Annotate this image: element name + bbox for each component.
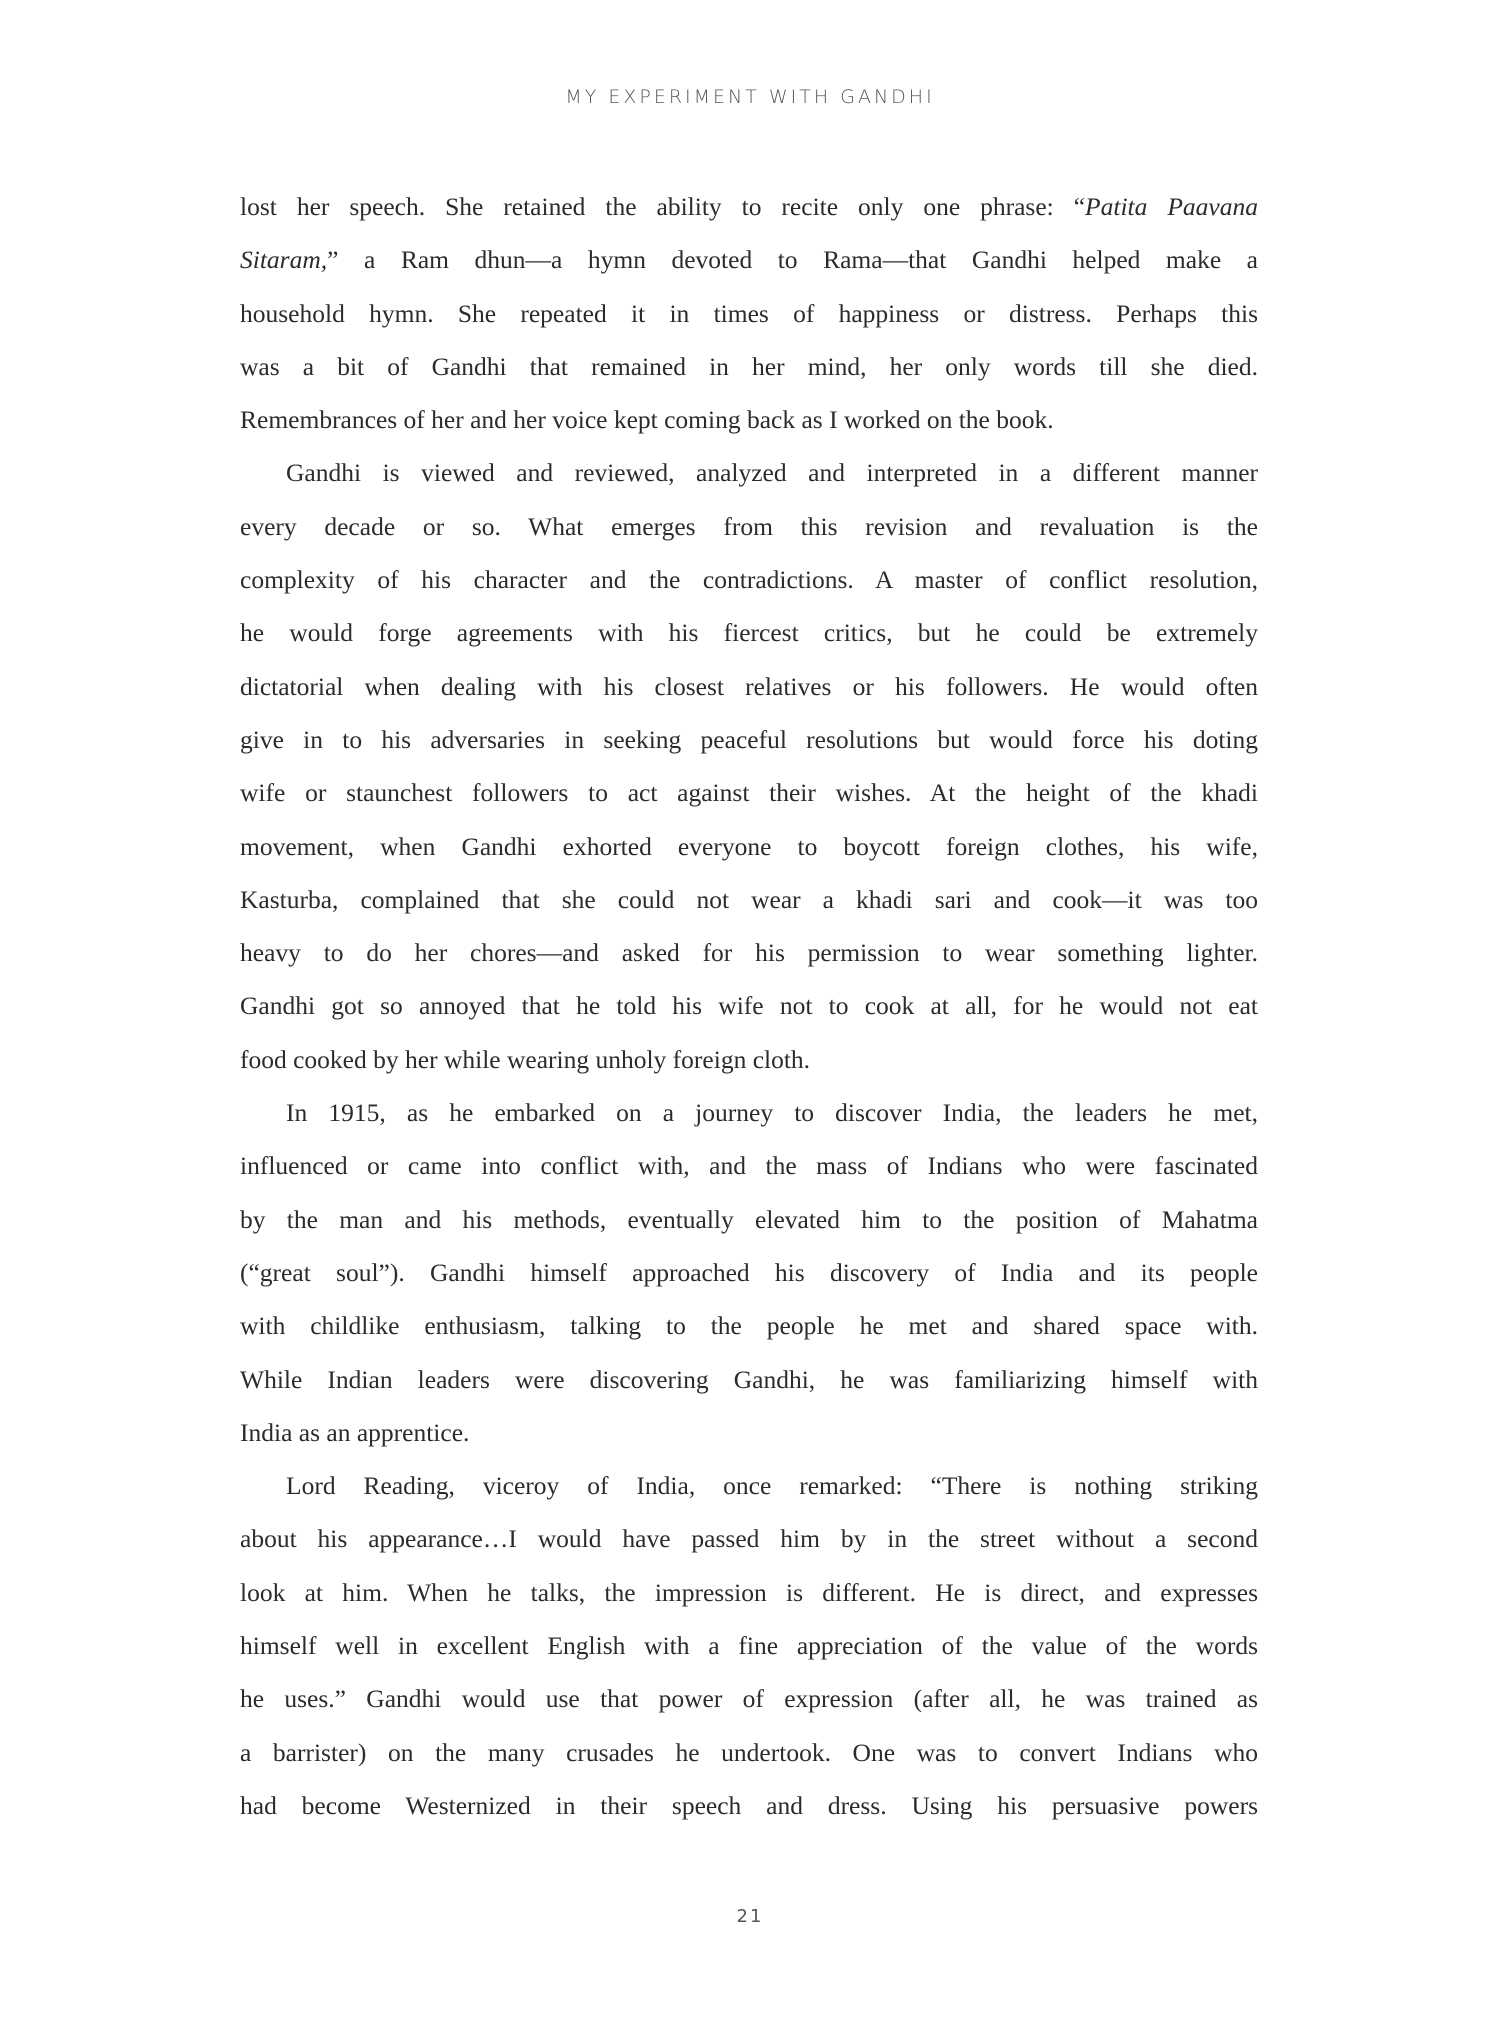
text-segment: by the man and his methods, eventually elevated him to the position of Mahatma (240, 1204, 1258, 1234)
text-segment: was a bit of Gandhi that remained in her mind, her only words till she died. (240, 351, 1258, 381)
text-segment: food cooked by her while wearing unholy foreign cloth. (240, 1044, 811, 1074)
text-segment: wife or staunchest followers to act against their wishes. At the height of the khadi (240, 778, 1258, 808)
text-line (240, 1779, 1258, 1832)
text-segment: Gandhi got so annoyed that he told his wife not to cook at all, for he would not eat (240, 991, 1258, 1021)
text-line (240, 926, 1258, 979)
text-line (240, 979, 1258, 1032)
text-line (240, 1459, 1258, 1512)
running-head: MY EXPERIMENT WITH GANDHI (565, 86, 935, 108)
page-number: 21 (736, 1906, 764, 1927)
text-segment: India as an apprentice. (240, 1417, 470, 1447)
text-segment: In 1915, as he embarked on a journey to discover India, the leaders he met, (286, 1098, 1258, 1128)
text-line (240, 1619, 1258, 1672)
text-line (240, 766, 1258, 819)
text-segment: with childlike enthusiasm, talking to the people he met and shared space with. (240, 1311, 1258, 1341)
text-segment: a barrister) on the many crusades he undertook. One was to convert Indians who (240, 1737, 1258, 1767)
text-line (240, 393, 1258, 446)
text-segment: Lord Reading, viceroy of India, once remarked: “There is nothing striking (286, 1471, 1258, 1501)
text-line (240, 606, 1258, 659)
text-segment: he would forge agreements with his fiercest critics, but he could be extremely (240, 618, 1258, 648)
text-segment: Kasturba, complained that she could not wear a khadi sari and cook—it was too (240, 884, 1258, 914)
text-segment: himself well in excellent English with a fine appreciation of the value of the words (240, 1631, 1258, 1661)
text-line (240, 1353, 1258, 1406)
italic-text: Patita Paavana (1085, 192, 1258, 221)
text-line (240, 340, 1258, 393)
text-segment: look at him. When he talks, the impression is different. He is direct, and expresses (240, 1577, 1258, 1607)
text-line (240, 1086, 1258, 1139)
text-line (240, 660, 1258, 713)
text-line (240, 553, 1258, 606)
text-line (240, 233, 1258, 286)
text-segment: movement, when Gandhi exhorted everyone to boycott foreign clothes, his wife, (240, 831, 1258, 861)
text-segment: (“great soul”). Gandhi himself approached his discovery of India and its people (240, 1257, 1258, 1287)
text-segment: had become Westernized in their speech and dress. Using his persuasive powers (240, 1790, 1258, 1820)
text-segment: Remembrances of her and her voice kept coming back as I worked on the book. (240, 405, 1054, 435)
text-segment: give in to his adversaries in seeking peaceful resolutions but would force his doting (240, 724, 1258, 754)
text-line (240, 1033, 1258, 1086)
text-line (240, 1246, 1258, 1299)
text-line (240, 1672, 1258, 1725)
italic-text: Sitaram, (240, 245, 328, 275)
text-line (240, 1299, 1258, 1352)
text-line (240, 1726, 1258, 1779)
text-segment: dictatorial when dealing with his closest relatives or his followers. He would often (240, 671, 1258, 701)
text-line (240, 500, 1258, 553)
text-segment: influenced or came into conflict with, and the mass of Indians who were fascinated (240, 1151, 1258, 1181)
text-line (240, 1566, 1258, 1619)
text-segment: ” a Ram dhun—a hymn devoted to Rama—that Gandhi helped make a (327, 245, 1258, 275)
text-line (240, 287, 1258, 340)
paragraph (240, 1459, 1258, 1832)
text-segment: Gandhi is viewed and reviewed, analyzed and interpreted in a different manner (286, 458, 1258, 488)
text-line (240, 180, 1258, 233)
text-line (240, 1406, 1258, 1459)
text-line (240, 820, 1258, 873)
paragraph (240, 180, 1258, 446)
text-segment: household hymn. She repeated it in times of happiness or distress. Perhaps this (240, 298, 1258, 328)
text-segment: he uses.” Gandhi would use that power of expression (after all, he was trained as (240, 1684, 1258, 1714)
paragraph (240, 1086, 1258, 1459)
text-segment: lost her speech. She retained the ability to recite only one phrase: “ (240, 192, 1086, 221)
text-segment: every decade or so. What emerges from this revision and revaluation is the (240, 511, 1258, 541)
text-line (240, 1193, 1258, 1246)
text-segment: complexity of his character and the contradictions. A master of conflict resolution, (240, 565, 1258, 595)
text-line (240, 873, 1258, 926)
text-line (240, 1139, 1258, 1192)
body-text (240, 180, 1258, 1832)
text-segment: about his appearance…I would have passed him by in the street without a second (240, 1524, 1258, 1554)
text-segment: heavy to do her chores—and asked for his permission to wear something lighter. (240, 938, 1258, 968)
text-line (240, 446, 1258, 499)
text-line (240, 1512, 1258, 1565)
text-line (240, 713, 1258, 766)
text-segment: While Indian leaders were discovering Gandhi, he was familiarizing himself with (240, 1364, 1258, 1394)
paragraph (240, 446, 1258, 1086)
